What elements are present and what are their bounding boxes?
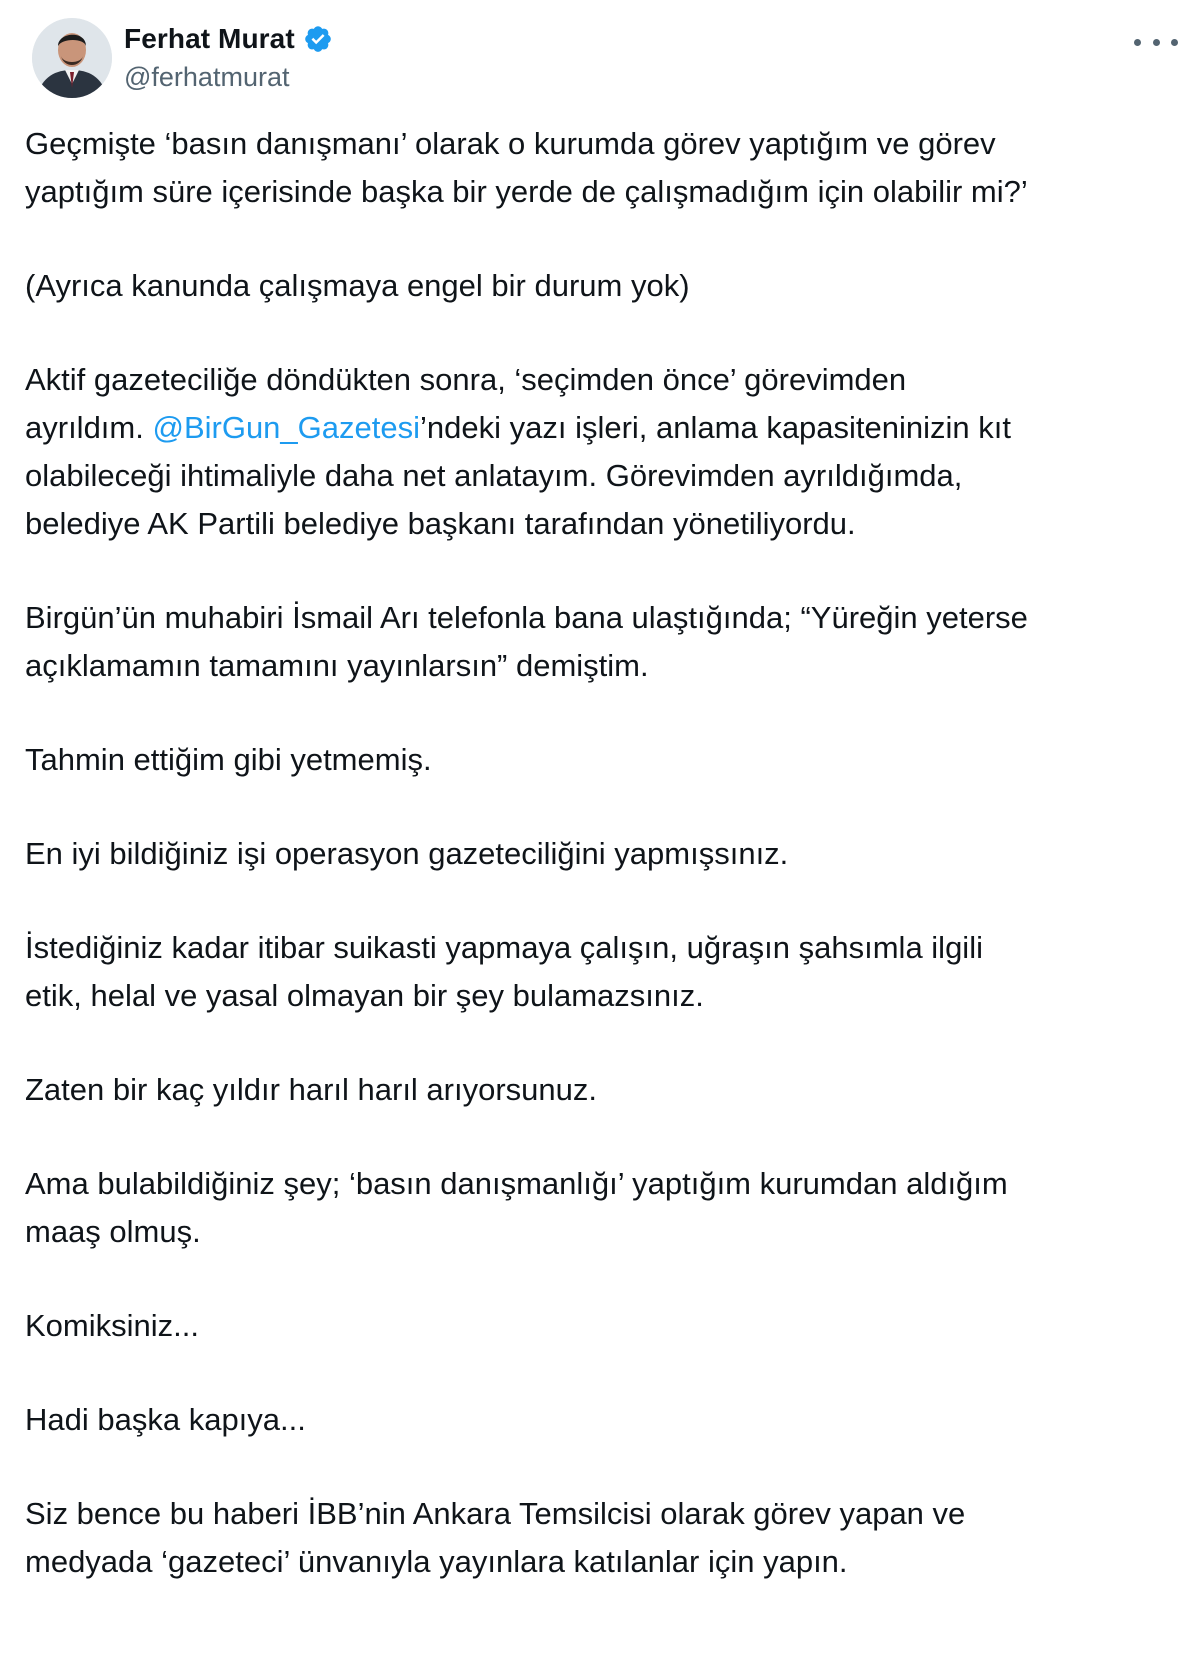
text-line: belediye AK Partili belediye başkanı tarafından yönetiliyordu. (25, 506, 856, 541)
mention-link[interactable]: @BirGun_Gazetesi (152, 410, 420, 445)
text-line: Geçmişte ‘basın danışmanı’ olarak o kurumda görev yaptığım ve görev (25, 126, 996, 161)
tweet-paragraph (25, 1066, 1185, 1114)
text-fragment: ’ndeki yazı işleri, anlama kapasiteninizin kıt (420, 410, 1011, 445)
tweet-paragraph (25, 1396, 1185, 1444)
tweet-paragraph (25, 736, 1185, 784)
text-line: olabileceği ihtimaliyle daha net anlatayım. Görevimden ayrıldığımda, (25, 458, 963, 493)
author-info (124, 20, 333, 93)
tweet-paragraph (25, 1160, 1185, 1256)
text-line-with-mention (25, 410, 1011, 445)
text-line: Ama bulabildiğiniz şey; ‘basın danışmanlığı’ yaptığım kurumdan aldığım (25, 1166, 1008, 1201)
tweet-paragraph (25, 830, 1185, 878)
text-line: maaş olmuş. (25, 1214, 201, 1249)
text-line: Aktif gazeteciliğe döndükten sonra, ‘seçimden önce’ görevimden (25, 362, 907, 397)
avatar[interactable] (32, 18, 112, 98)
text-line: Zaten bir kaç yıldır harıl harıl arıyorsunuz. (25, 1072, 598, 1107)
text-line: Komiksiniz... (25, 1308, 199, 1343)
verified-badge-icon[interactable] (303, 24, 333, 54)
text-line: medyada ‘gazeteci’ ünvanıyla yayınlara katılanlar için yapın. (25, 1544, 848, 1579)
tweet-paragraph (25, 262, 1185, 310)
avatar-portrait-icon (32, 18, 112, 98)
text-line: İstediğiniz kadar itibar suikasti yapmaya çalışın, uğraşın şahsımla ilgili (25, 930, 983, 965)
text-line: En iyi bildiğiniz işi operasyon gazeteciliğini yapmışsınız. (25, 836, 789, 871)
more-dot (1171, 39, 1178, 46)
text-line: etik, helal ve yasal olmayan bir şey bulamazsınız. (25, 978, 704, 1013)
tweet-paragraph (25, 1490, 1185, 1586)
display-name[interactable]: Ferhat Murat (124, 23, 295, 54)
display-name-row (124, 20, 333, 58)
text-line: Birgün’ün muhabiri İsmail Arı telefonla bana ulaştığında; “Yüreğin yeterse (25, 600, 1028, 635)
tweet-paragraph (25, 1302, 1185, 1350)
text-line: (Ayrıca kanunda çalışmaya engel bir durum yok) (25, 268, 690, 303)
tweet-header (28, 14, 1178, 104)
text-line: yaptığım süre içerisinde başka bir yerde de çalışmadığım için olabilir mi?’ (25, 174, 1028, 209)
text-line: açıklamamın tamamını yayınlarsın” demiştim. (25, 648, 649, 683)
more-options-icon[interactable] (1134, 30, 1178, 54)
text-line: Hadi başka kapıya... (25, 1402, 306, 1437)
author-handle[interactable]: @ferhatmurat (124, 62, 290, 92)
tweet-paragraph (25, 356, 1185, 548)
text-line: Siz bence bu haberi İBB’nin Ankara Temsilcisi olarak görev yapan ve (25, 1496, 966, 1531)
more-dot (1153, 39, 1160, 46)
text-line: Tahmin ettiğim gibi yetmemiş. (25, 742, 432, 777)
text-fragment: ayrıldım. (25, 410, 153, 445)
more-dot (1134, 39, 1141, 46)
tweet-paragraph (25, 924, 1185, 1020)
tweet-paragraph (25, 120, 1185, 216)
tweet-paragraph (25, 594, 1185, 690)
tweet-text (25, 120, 1185, 1632)
